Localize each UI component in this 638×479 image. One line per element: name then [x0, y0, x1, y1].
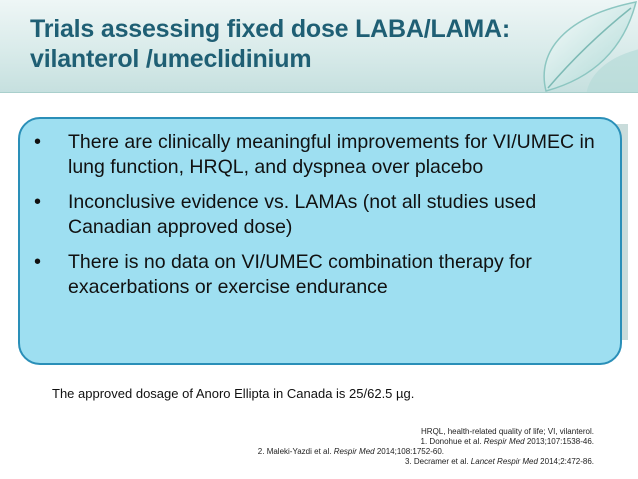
bullet-dot-icon: •	[34, 191, 42, 213]
reference-line: HRQL, health-related quality of life; VI, vilanterol.	[421, 427, 594, 436]
dosage-note: The approved dosage of Anoro Ellipta in Canada is 25/62.5 µg.	[52, 386, 415, 401]
bullet-text: There are clinically meaningful improvements for VI/UMEC in lung function, HRQL, and dyspnea over placebo	[68, 131, 595, 178]
slide-title: Trials assessing fixed dose LABA/LAMA: vilanterol /umeclidinium	[30, 15, 511, 73]
references	[258, 427, 594, 467]
bullet-item	[32, 130, 620, 180]
bullet-text: There is no data on VI/UMEC combination therapy for exacerbations or exercise endurance	[68, 251, 532, 298]
bullet-dot-icon: •	[34, 131, 42, 153]
reference-line: 1. Donohue et al. Respir Med 2013;107:1538-46.	[420, 437, 594, 446]
bullet-list	[32, 130, 620, 310]
summary-callout	[18, 117, 622, 365]
reference-line: 2. Maleki-Yazdi et al. Respir Med 2014;108:1752-60.	[257, 447, 444, 456]
bullet-item	[32, 190, 620, 240]
bullet-text: Inconclusive evidence vs. LAMAs (not all studies used Canadian approved dose)	[68, 191, 537, 238]
bullet-dot-icon: •	[34, 251, 42, 273]
slide-header	[0, 0, 638, 93]
bullet-item	[32, 250, 620, 300]
reference-line: 3. Decramer et al. Lancet Respir Med 2014;2:472-86.	[404, 457, 594, 466]
leaf-logo-icon	[526, 0, 638, 93]
